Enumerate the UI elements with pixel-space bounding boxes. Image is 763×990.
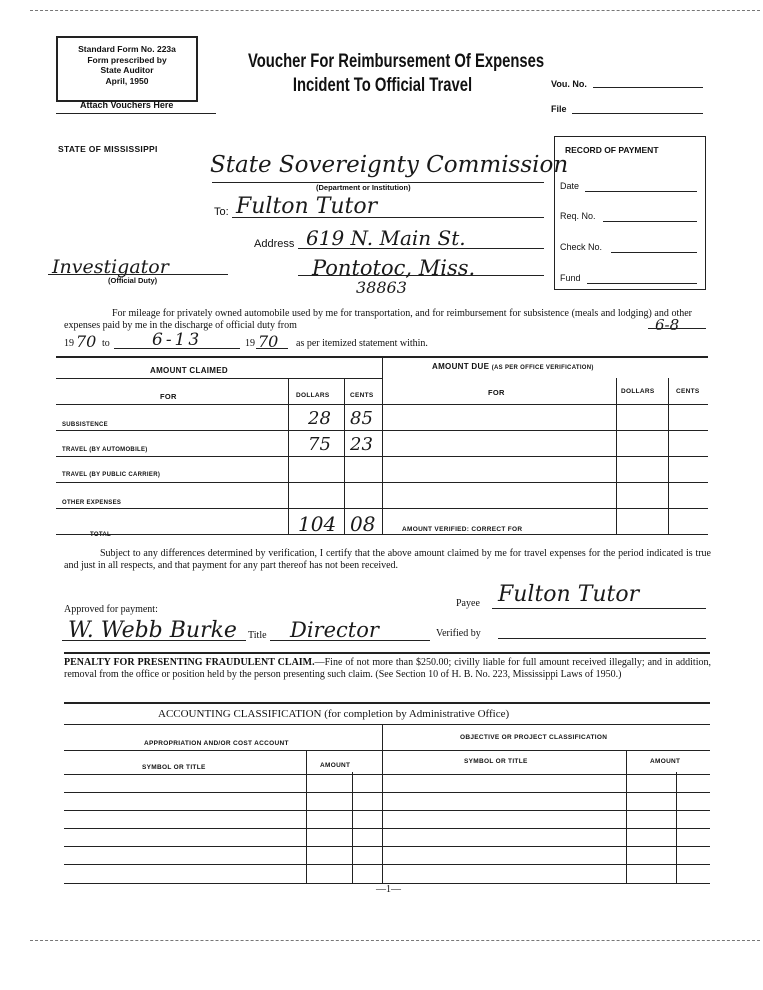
bottom-perforation [30,940,760,941]
form-number-box [56,36,198,102]
due-col-dollars: DOLLARS [621,388,655,395]
row-total-label: TOTAL [90,532,111,538]
form-auditor: State Auditor [100,65,154,75]
official-duty-handwritten: Investigator [52,256,169,278]
official-duty-caption: (Official Duty) [108,276,158,285]
title-line-2: Incident To Official Travel [292,75,473,96]
address-handwritten: 619 N. Main St. [306,226,466,250]
claimed-col-dollars: DOLLARS [296,392,330,399]
verified-label: Verified by [436,628,481,639]
due-verified-text: AMOUNT VERIFIED: CORRECT FOR [402,526,523,533]
form-number: Standard Form No. 223a [78,44,176,54]
accounting-right-header: OBJECTIVE OR PROJECT CLASSIFICATION [460,734,608,741]
attach-vouchers-label: Attach Vouchers Here [80,100,174,110]
record-title: RECORD OF PAYMENT [565,145,659,155]
department-handwritten: State Sovereignty Commission [210,152,569,178]
due-header-note: (AS PER OFFICE VERIFICATION) [491,365,594,371]
row-travel-auto-cents: 23 [350,434,373,455]
row-subsistence-dollars: 28 [308,408,331,429]
page-number: —1— [376,884,401,895]
mileage-text-2: as per itemized statement within. [296,338,428,349]
accounting-left-header: APPROPRIATION AND/OR COST ACCOUNT [144,740,289,747]
title-label: Title [248,630,267,641]
due-col-for: FOR [488,388,505,397]
record-date-label: Date [560,181,580,191]
form-prescribed: Form prescribed by [87,54,167,65]
to-label: To: [214,206,229,218]
row-total-cents: 08 [350,512,376,536]
date-from-handwritten: 6-8 [655,316,680,334]
accounting-right-symbol: SYMBOL OR TITLE [464,758,528,765]
penalty-paragraph [64,657,711,681]
title-line-1: Voucher For Reimbursement Of Expenses [247,51,545,72]
claimed-col-for: FOR [160,392,177,401]
accounting-right-amount: AMOUNT [650,758,681,765]
form-date: April, 1950 [105,75,149,86]
date-to-handwritten: 6-13 [152,330,203,350]
claimed-col-cents: CENTS [350,392,374,399]
row-total-dollars: 104 [298,512,337,536]
approved-label: Approved for payment: [64,604,158,615]
row-travel-auto-label: TRAVEL (BY AUTOMOBILE) [62,447,148,453]
page-title [247,50,545,98]
accounting-left-symbol: SYMBOL OR TITLE [142,764,206,771]
approved-signature: W. Webb Burke [68,618,237,643]
address-zip-handwritten: 38863 [356,278,407,297]
title-handwritten: Director [290,618,379,642]
row-subsistence-label: SUBSISTENCE [62,422,108,428]
record-fund-label: Fund [560,273,581,283]
file-label: File [551,104,567,114]
year-to-handwritten: 70 [258,332,279,351]
department-caption: (Department or Institution) [316,183,411,192]
to-word: to [102,338,110,349]
top-perforation [30,10,760,11]
row-other-label: OTHER EXPENSES [62,500,122,506]
payee-label: Payee [456,598,480,609]
address-label: Address [254,238,295,250]
accounting-left-amount: AMOUNT [320,762,351,769]
address-city-handwritten: Pontotoc, Miss. [312,256,476,280]
mileage-text-1: For mileage for privately owned automobile used by me for transportation, and for reimbursement for subsistence (meals and lodging) and other expenses paid by me in the discharge of official duty from [64,308,692,331]
record-of-payment-box [554,136,706,290]
claimed-header: AMOUNT CLAIMED [150,366,228,375]
accounting-title: ACCOUNTING CLASSIFICATION (for completion by Administrative Office) [158,708,510,720]
certify-paragraph: Subject to any differences determined by verification, I certify that the above amount claimed by me for travel expenses for the period indicated is true and just in all respects, and that payment for any part thereof has not been received. [64,548,711,571]
penalty-text: —Fine of not more than $250.00; civilly liable for full amount received illegally; and in addition, removal from the office or position held by the person presenting such claim. (See Section 10 of H. B. No. 223, Mississippi Laws of 1950.) [64,657,711,680]
year-from-handwritten: 70 [76,332,97,351]
record-check-label: Check No. [560,242,603,252]
row-travel-public-label: TRAVEL (BY PUBLIC CARRIER) [62,472,161,478]
due-header-label: AMOUNT DUE [432,362,490,371]
vou-label: Vou. No. [551,79,587,89]
year-prefix-2: 19 [245,338,255,349]
state-label: STATE OF MISSISSIPPI [58,144,158,154]
year-prefix-1: 19 [64,338,74,349]
payee-signature: Fulton Tutor [498,582,640,607]
due-col-cents: CENTS [676,388,700,395]
penalty-heading: PENALTY FOR PRESENTING FRAUDULENT CLAIM. [64,657,315,668]
due-header [432,362,594,371]
row-subsistence-cents: 85 [350,408,373,429]
mileage-paragraph [64,308,692,332]
record-req-label: Req. No. [560,211,596,221]
row-travel-auto-dollars: 75 [308,434,331,455]
to-handwritten: Fulton Tutor [236,194,378,219]
